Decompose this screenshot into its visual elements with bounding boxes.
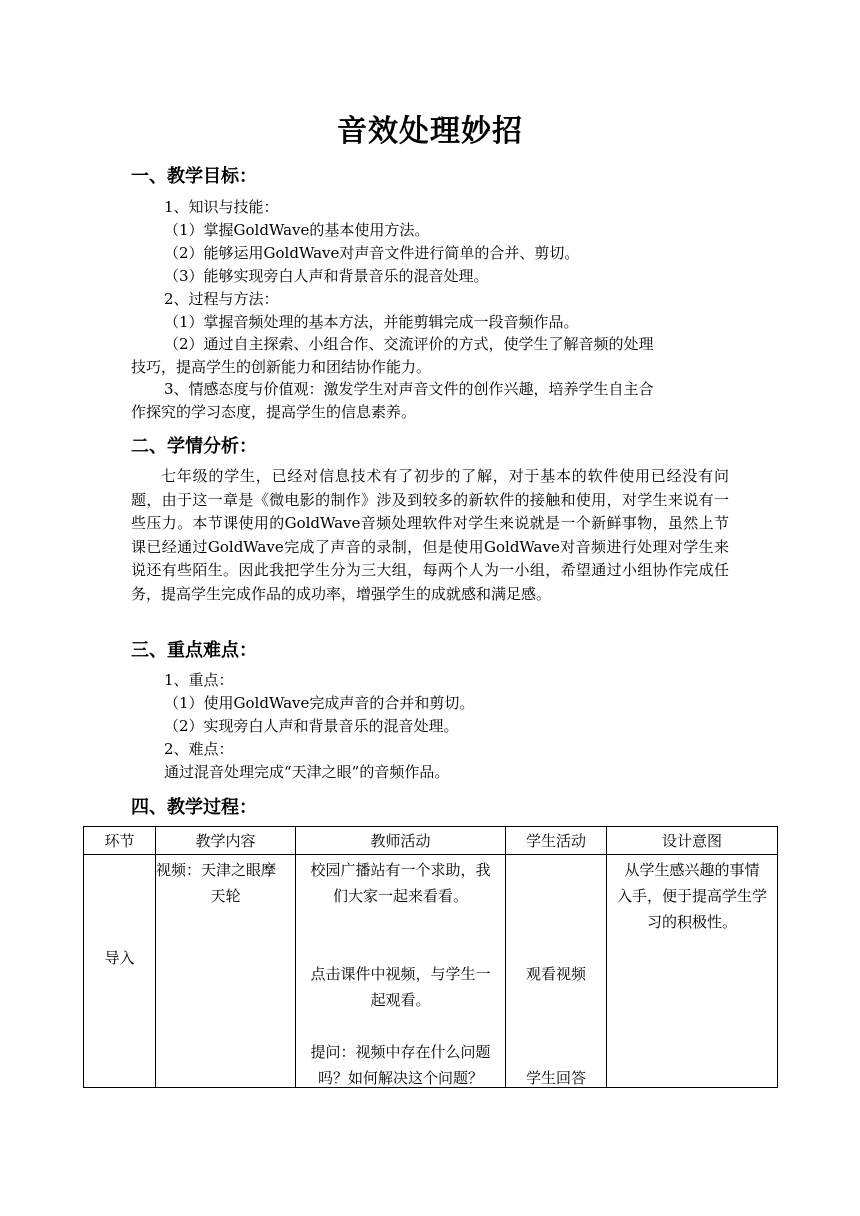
intent-text: 入手，便于提高学生学 (616, 887, 767, 905)
student-text: 观看视频 (525, 965, 586, 983)
keypoint-line: （2）实现旁白人声和背景音乐的混音处理。 (164, 717, 459, 735)
cell-content (156, 855, 296, 1088)
content-text: 视频：天津之眼摩 (156, 861, 277, 879)
goal-line: 1、知识与技能： (164, 198, 279, 216)
goal-line: （1）掌握音频处理的基本方法，并能剪辑完成一段音频作品。 (164, 313, 579, 331)
cell-student (506, 855, 607, 1088)
keypoint-line: 通过混音处理完成“天津之眼”的音频作品。 (164, 763, 450, 781)
keypoint-line: （1）使用GoldWave完成声音的合并和剪切。 (164, 694, 475, 712)
intent-text: 习的积极性。 (646, 913, 737, 931)
section-heading-analysis: 二、学情分析： (131, 436, 257, 457)
cell-stage (84, 855, 156, 1088)
teacher-text: 吗？如何解决这个问题？ (317, 1069, 483, 1087)
teacher-text: 点击课件中视频，与学生一 (310, 965, 491, 983)
teacher-text: 校园广播站有一个求助，我 (310, 861, 491, 879)
stage-text: 导入 (104, 949, 135, 967)
teacher-text: 起观看。 (370, 991, 431, 1009)
goal-line: （1）掌握GoldWave的基本使用方法。 (164, 221, 430, 239)
goal-line: （3）能够实现旁白人声和背景音乐的混音处理。 (164, 267, 489, 285)
keypoint-line: 1、重点： (164, 671, 234, 689)
header-intent: 设计意图 (607, 827, 778, 855)
goal-line: （2）通过自主探索、小组合作、交流评价的方式，使学生了解音频的处理 (164, 335, 654, 353)
section-heading-goals: 一、教学目标： (131, 166, 257, 187)
analysis-paragraph: 七年级的学生，已经对信息技术有了初步的了解，对于基本的软件使用已经没有问题，由于这一章是《微电影的制作》涉及到较多的新软件的接触和使用，对学生来说有一些压力。本节课使用的GoldWave音频处理软件对学生来说就是一个新鲜事物，虽然上节课已经通过GoldWave完成了声音的录制，但是使用GoldWave对音频进行处理对学生来说还有些陌生。因此我把学生分为三大组，每两个人为一小组，希望通过小组协作完成任务，提高学生完成作品的成功率，增强学生的成就感和满足感。 (131, 467, 729, 603)
header-content: 教学内容 (156, 827, 296, 855)
cell-teacher (296, 855, 506, 1088)
teaching-process-table (83, 826, 778, 1088)
keypoint-line: 2、难点： (164, 740, 234, 758)
content-text: 天轮 (210, 887, 241, 905)
table-row (84, 855, 778, 1088)
goal-line: （2）能够运用GoldWave对声音文件进行简单的合并、剪切。 (164, 244, 580, 262)
header-stage: 环节 (84, 827, 156, 855)
teacher-text: 提问：视频中存在什么问题 (310, 1043, 491, 1061)
goal-line: 2、过程与方法： (164, 290, 279, 308)
page-title: 音效处理妙招 (337, 114, 523, 149)
goal-line: 作探究的学习态度，提高学生的信息素养。 (131, 403, 417, 421)
table-header-row (84, 827, 778, 855)
intent-text: 从学生感兴趣的事情 (624, 861, 760, 879)
goal-line: 3、情感态度与价值观：激发学生对声音文件的创作兴趣，培养学生自主合 (164, 380, 654, 398)
teacher-text: 们大家一起来看看。 (332, 887, 468, 905)
cell-intent (607, 855, 778, 1088)
header-student: 学生活动 (506, 827, 607, 855)
section-heading-process: 四、教学过程： (131, 797, 257, 818)
section-heading-keypoints: 三、重点难点： (131, 640, 257, 661)
student-text: 学生回答 (525, 1069, 586, 1087)
header-teacher: 教师活动 (296, 827, 506, 855)
goal-line: 技巧，提高学生的创新能力和团结协作能力。 (131, 358, 432, 376)
